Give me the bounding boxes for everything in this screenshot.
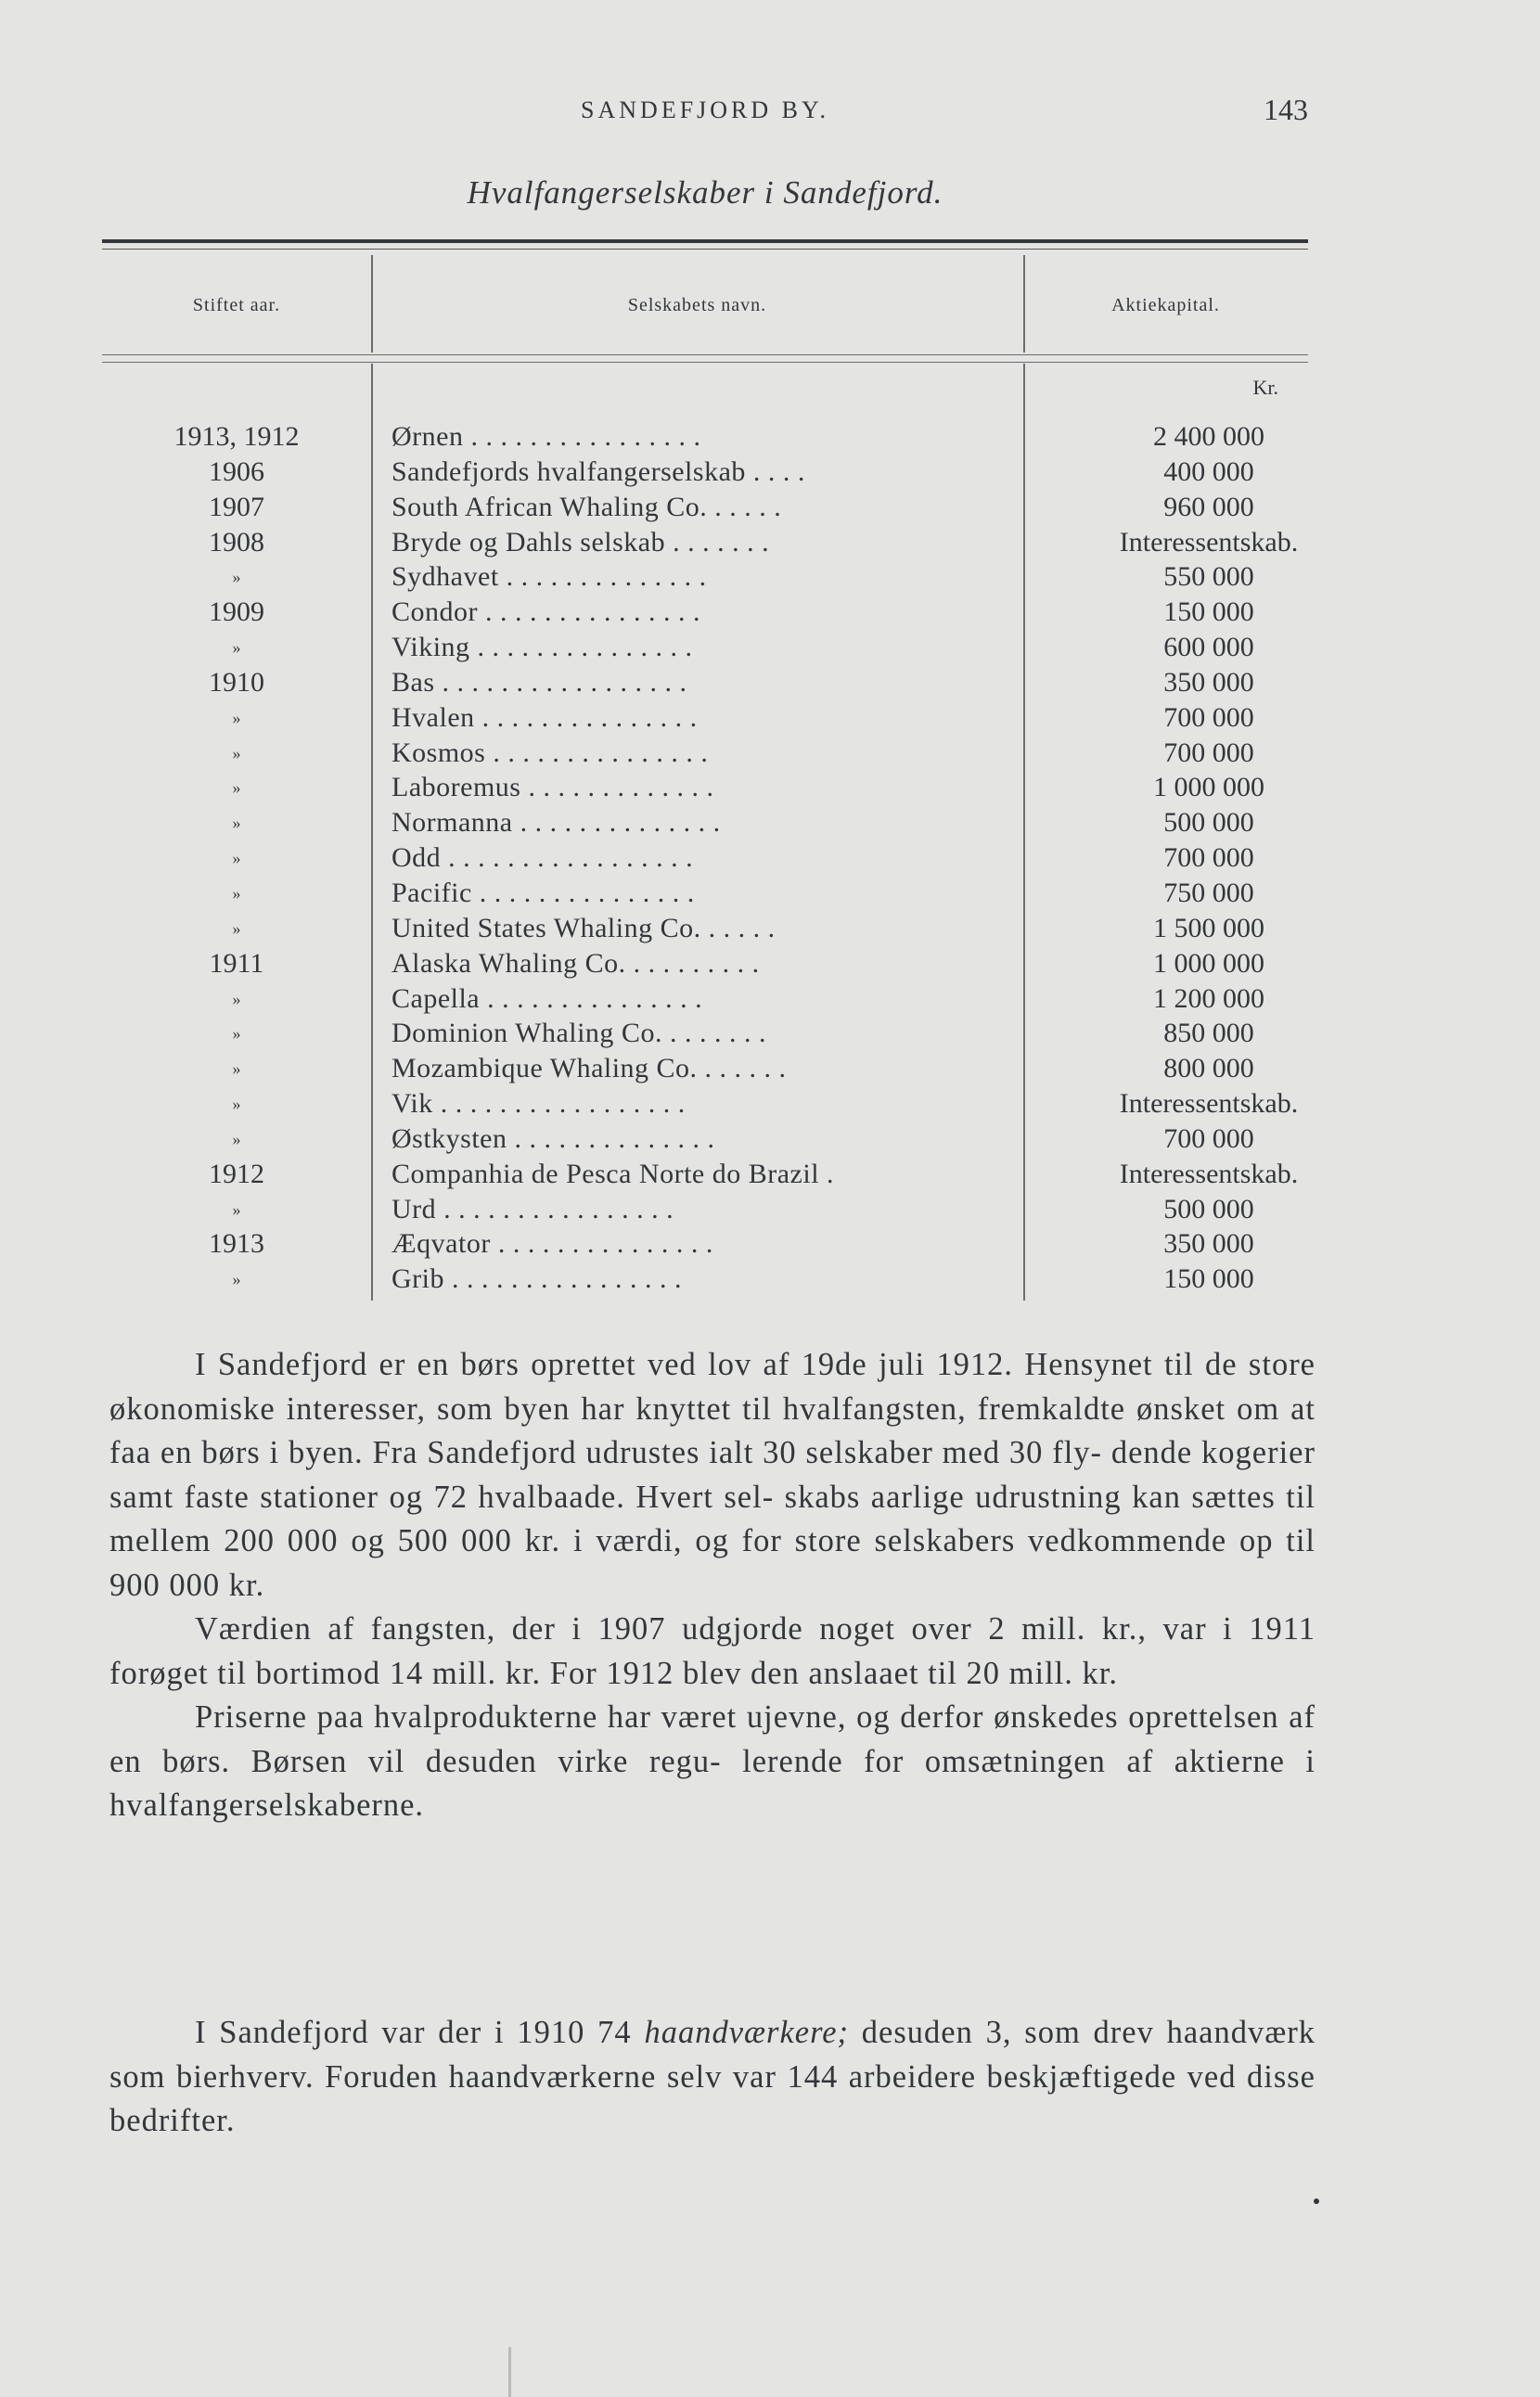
company-name: Vik . . . . . . . . . . . . . . . . .	[391, 1088, 686, 1120]
share-capital: Interessentskab.	[1119, 1158, 1299, 1189]
company-name: Alaska Whaling Co. . . . . . . . . .	[391, 947, 760, 979]
founded-year: 1911	[209, 947, 264, 979]
table-row	[102, 1226, 1308, 1262]
founded-year: »	[232, 814, 241, 833]
share-capital: Interessentskab.	[1119, 1088, 1299, 1120]
table-row	[102, 1051, 1308, 1086]
founded-year: »	[232, 849, 241, 868]
founded-year: 1912	[209, 1158, 264, 1189]
company-name: United States Whaling Co. . . . . .	[391, 912, 776, 943]
company-name: Laboremus . . . . . . . . . . . . .	[391, 772, 714, 803]
company-name: Normanna . . . . . . . . . . . . . .	[391, 807, 721, 839]
founded-year: »	[232, 1129, 241, 1148]
table-row	[102, 1122, 1308, 1157]
table-row	[102, 1157, 1308, 1192]
table-row	[102, 455, 1308, 490]
company-name: South African Whaling Co. . . . . .	[391, 491, 782, 522]
table-row	[102, 490, 1308, 525]
paragraph: Priserne paa hvalprodukterne har været ujevne, og derfor ønskedes oprettelsen af en børs. Børsen vil desuden virke regu- lerende for omsætningen af aktierne i hvalfangerselskaberne.	[109, 1699, 1315, 1823]
company-name: Sydhavet . . . . . . . . . . . . . .	[391, 561, 707, 593]
founded-year: »	[232, 1024, 241, 1044]
paragraph: Værdien af fangsten, der i 1907 udgjorde noget over 2 mill. kr., var i 1911 forøget til bortimod 14 mill. kr. For 1912 blev den anslaaet til 20 mill. kr.	[109, 1611, 1315, 1691]
share-capital: 2 400 000	[1153, 421, 1264, 452]
company-name: Viking . . . . . . . . . . . . . . .	[391, 632, 693, 663]
company-name: Odd . . . . . . . . . . . . . . . . .	[391, 842, 694, 874]
company-name: Ørnen . . . . . . . . . . . . . . . .	[391, 421, 701, 452]
share-capital: 400 000	[1163, 455, 1254, 487]
column-header-capital: Aktiekapital.	[1111, 295, 1220, 315]
table-row	[102, 700, 1308, 736]
share-capital: 350 000	[1163, 1228, 1254, 1260]
company-name: Condor . . . . . . . . . . . . . . .	[391, 596, 700, 628]
founded-year: 1909	[209, 596, 264, 628]
share-capital: 960 000	[1163, 491, 1254, 522]
capital-unit: Kr.	[1252, 376, 1278, 399]
running-title: SANDEFJORD BY.	[581, 96, 829, 123]
company-name: Mozambique Whaling Co. . . . . . .	[391, 1053, 787, 1084]
table-row	[102, 840, 1308, 876]
table-row	[102, 419, 1308, 455]
emphasis: haandværkere;	[644, 2015, 850, 2050]
company-name: Dominion Whaling Co. . . . . . . .	[391, 1018, 766, 1049]
share-capital: 750 000	[1163, 877, 1254, 908]
founded-year: »	[232, 1095, 241, 1114]
share-capital: 800 000	[1163, 1053, 1254, 1084]
running-head	[102, 93, 1308, 130]
share-capital: 700 000	[1163, 701, 1254, 733]
share-capital: Interessentskab.	[1119, 526, 1299, 558]
share-capital: 1 000 000	[1153, 772, 1264, 803]
table-row	[102, 876, 1308, 911]
table-top-rule-thin	[102, 249, 1308, 250]
table-row	[102, 981, 1308, 1017]
table-row	[102, 1016, 1308, 1051]
body-text-lower	[109, 2011, 1315, 2144]
share-capital: 700 000	[1163, 842, 1254, 874]
table-row	[102, 559, 1308, 595]
header-rule	[102, 362, 1308, 363]
founded-year: 1907	[209, 491, 264, 522]
body-text-upper	[109, 1343, 1315, 1828]
share-capital: 1 200 000	[1153, 982, 1264, 1014]
table-row	[102, 665, 1308, 700]
share-capital: 550 000	[1163, 561, 1254, 593]
founded-year: »	[232, 708, 241, 727]
founded-year: 1913, 1912	[173, 421, 300, 452]
page-number: 143	[1264, 93, 1308, 126]
founded-year: »	[232, 1270, 241, 1289]
share-capital: 150 000	[1163, 596, 1254, 628]
company-name: Hvalen . . . . . . . . . . . . . . .	[391, 701, 698, 733]
company-name: Grib . . . . . . . . . . . . . . . .	[391, 1263, 682, 1295]
table-body	[102, 419, 1308, 1297]
founded-year: »	[232, 743, 241, 763]
paragraph: I Sandefjord er en børs oprettet ved lov af 19de juli 1912. Hensynet til de store økonomiske interesser, som byen har knyttet til hvalfangsten, fremkaldte ønsket om at faa en børs i byen. Fra Sandefjord udrustes ialt 30 selskaber med 30 fly- dende kogerier samt faste stationer og 72 hvalbaade. Hvert sel- skabs aarlige udrustning kan sættes til mellem 200 000 og 500 000 kr. i værdi, og for store selskabers vedkommende op til 900 000 kr.	[109, 1347, 1315, 1603]
share-capital: 1 000 000	[1153, 947, 1264, 979]
table-top-rule	[102, 239, 1308, 243]
company-name: Bas . . . . . . . . . . . . . . . . .	[391, 666, 687, 698]
founded-year: »	[232, 1199, 241, 1219]
founded-year: 1908	[209, 526, 264, 558]
table-title: Hvalfangerselskaber i Sandefjord.	[467, 174, 943, 211]
column-header-founded: Stiftet aar.	[192, 295, 281, 315]
share-capital: 350 000	[1163, 666, 1254, 698]
paragraph-text: I Sandefjord var der i 1910 74	[195, 2015, 645, 2050]
header-rule	[102, 354, 1308, 355]
company-name: Capella . . . . . . . . . . . . . . .	[391, 982, 703, 1014]
table-row	[102, 595, 1308, 630]
share-capital: 700 000	[1163, 1122, 1254, 1154]
founded-year: »	[232, 778, 241, 798]
paragraph	[109, 2011, 1315, 2144]
founded-year: »	[232, 883, 241, 903]
table-row	[102, 1262, 1308, 1297]
share-capital: 850 000	[1163, 1018, 1254, 1049]
founded-year: »	[232, 918, 241, 938]
company-name: Kosmos . . . . . . . . . . . . . . .	[391, 737, 709, 768]
founded-year: »	[232, 1059, 241, 1079]
table-row	[102, 1086, 1308, 1122]
table-row	[102, 736, 1308, 771]
founded-year: »	[232, 568, 241, 587]
company-name: Pacific . . . . . . . . . . . . . . .	[391, 877, 695, 908]
share-capital: 500 000	[1163, 807, 1254, 839]
founded-year: »	[232, 638, 241, 658]
company-name: Urd . . . . . . . . . . . . . . . .	[391, 1193, 674, 1224]
company-name: Østkysten . . . . . . . . . . . . . .	[391, 1122, 715, 1154]
scan-edge	[508, 2347, 511, 2397]
table-row	[102, 525, 1308, 560]
company-name: Companhia de Pesca Norte do Brazil .	[391, 1158, 835, 1189]
share-capital: 700 000	[1163, 737, 1254, 768]
founded-year: 1913	[209, 1228, 264, 1260]
table-row	[102, 630, 1308, 665]
ink-speck	[1314, 2198, 1319, 2204]
share-capital: 1 500 000	[1153, 912, 1264, 943]
share-capital: 500 000	[1163, 1193, 1254, 1224]
table-row	[102, 805, 1308, 840]
table-row	[102, 1192, 1308, 1227]
column-header-company: Selskabets navn.	[627, 295, 767, 315]
founded-year: 1910	[209, 666, 264, 698]
share-capital: 150 000	[1163, 1263, 1254, 1295]
company-name: Æqvator . . . . . . . . . . . . . . .	[391, 1228, 713, 1260]
table-row	[102, 946, 1308, 981]
share-capital: 600 000	[1163, 632, 1254, 663]
company-name: Sandefjords hvalfangerselskab . . . .	[391, 455, 805, 487]
company-name: Bryde og Dahls selskab . . . . . . .	[391, 526, 770, 558]
paragraph-text: desuden 3, som drev haandværk som bierhverv. Foruden haandværkerne selv var 144 arbeidere beskjæftigede ved disse bedrifter.	[109, 2015, 1315, 2138]
founded-year: »	[232, 989, 241, 1008]
founded-year: 1906	[209, 455, 264, 487]
table-row	[102, 911, 1308, 946]
table-row	[102, 770, 1308, 805]
